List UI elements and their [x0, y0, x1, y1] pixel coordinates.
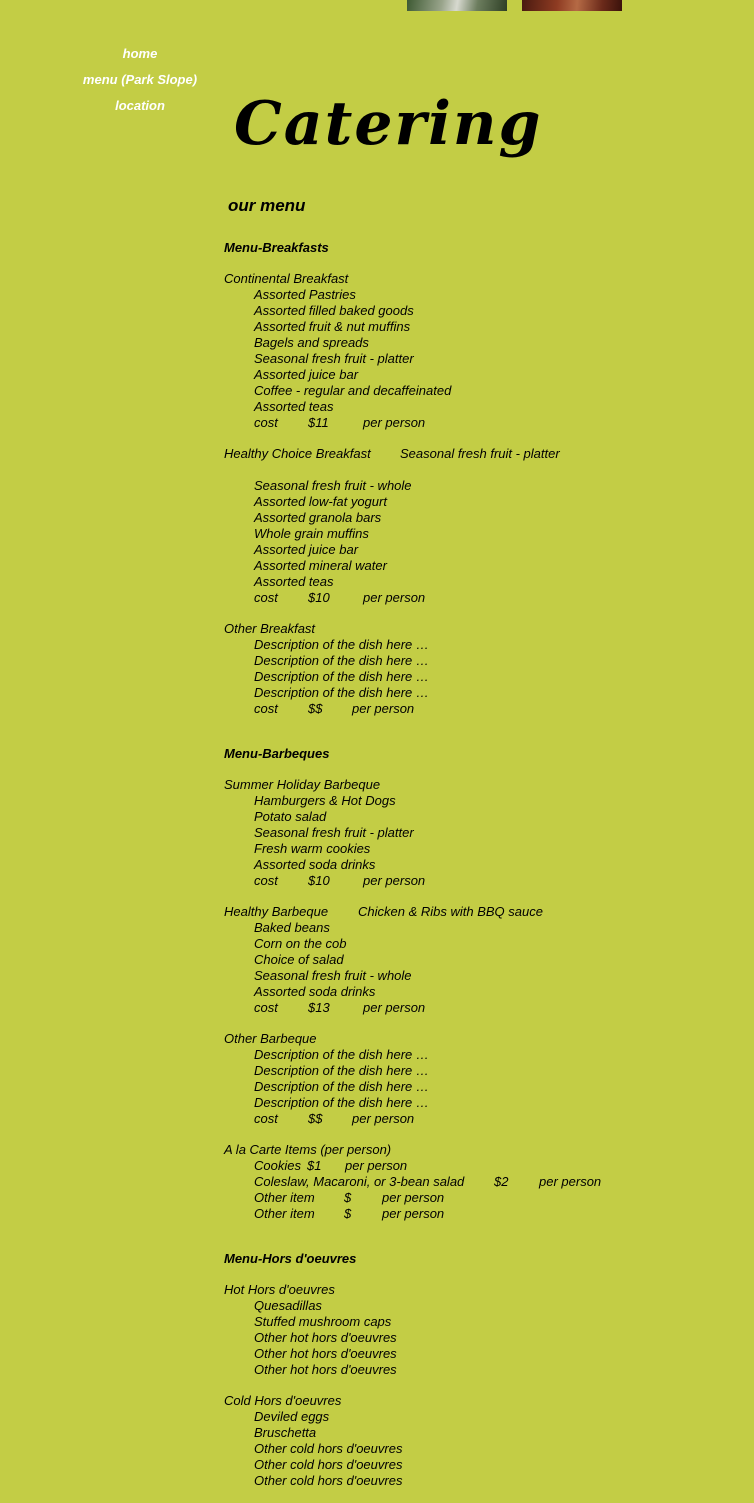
a-la-carte-row	[224, 1174, 744, 1190]
price-unit: per person	[345, 1158, 408, 1173]
price: $1	[307, 1158, 322, 1173]
menu-group-title: Summer Holiday Barbeque	[224, 777, 381, 792]
price: $11	[308, 415, 329, 430]
price: $$	[308, 701, 323, 716]
menu-group-header	[224, 446, 744, 462]
menu-group-title: Other Breakfast	[224, 621, 316, 636]
cost-line	[224, 1000, 744, 1016]
cost-line	[224, 1111, 744, 1127]
section-heading: Menu-Hors d'oeuvres	[224, 1251, 357, 1266]
list-item: Stuffed mushroom caps	[254, 1314, 392, 1329]
list-item: Description of the dish here …	[254, 685, 429, 700]
menu-item-list	[224, 1298, 744, 1378]
list-item: Potato salad	[254, 809, 327, 824]
section-heading: Menu-Breakfasts	[224, 240, 329, 255]
price: $10	[308, 873, 330, 888]
price-unit: per person	[363, 415, 426, 430]
item-name: Other item	[254, 1190, 315, 1205]
section-heading: Menu-Barbeques	[224, 746, 330, 761]
price: $	[344, 1206, 352, 1221]
list-item: Seasonal fresh fruit - whole	[254, 968, 412, 983]
list-item: Description of the dish here …	[254, 1079, 429, 1094]
item-name: Cookies	[254, 1158, 301, 1173]
list-item: Assorted soda drinks	[254, 984, 376, 999]
list-item: Assorted low-fat yogurt	[254, 494, 387, 509]
nav-link-menu[interactable]: menu (Park Slope)	[82, 72, 198, 87]
cost-line	[224, 701, 744, 717]
list-item: Description of the dish here …	[254, 1047, 429, 1062]
list-item: Description of the dish here …	[254, 637, 429, 652]
site-logo: Catering	[234, 89, 543, 159]
menu-item-list	[224, 1409, 744, 1489]
item-name: Other item	[254, 1206, 315, 1221]
list-item: Seasonal fresh fruit - platter	[254, 351, 414, 366]
list-item: Bruschetta	[254, 1425, 317, 1440]
cost-label: cost	[254, 873, 278, 888]
list-item: Whole grain muffins	[254, 526, 369, 541]
list-item: Corn on the cob	[254, 936, 347, 951]
list-item: Chicken & Ribs with BBQ sauce	[358, 904, 543, 919]
list-item: Quesadillas	[254, 1298, 322, 1313]
price: $13	[308, 1000, 330, 1015]
list-item: Coffee - regular and decaffeinated	[254, 383, 452, 398]
price-unit: per person	[352, 701, 415, 716]
list-item: Assorted juice bar	[254, 542, 359, 557]
list-item: Choice of salad	[254, 952, 344, 967]
list-item: Hamburgers & Hot Dogs	[254, 793, 396, 808]
list-item: Deviled eggs	[254, 1409, 330, 1424]
price: $	[344, 1190, 352, 1205]
page-subtitle: our menu	[228, 196, 306, 215]
list-item: Description of the dish here …	[254, 669, 429, 684]
list-item: Bagels and spreads	[254, 335, 369, 350]
list-item: Assorted teas	[254, 574, 334, 589]
menu-item-list	[224, 793, 744, 873]
menu-group-title: Healthy Choice Breakfast	[224, 446, 371, 461]
menu-group-header	[224, 904, 744, 920]
a-la-carte-row	[224, 1190, 744, 1206]
nav-link-location[interactable]: location	[115, 98, 165, 113]
list-item: Other hot hors d'oeuvres	[254, 1330, 397, 1345]
list-item: Other cold hors d'oeuvres	[254, 1473, 403, 1488]
a-la-carte-row	[224, 1206, 744, 1222]
list-item: Assorted filled baked goods	[254, 303, 414, 318]
menu-content	[224, 240, 744, 1489]
cost-label: cost	[254, 701, 278, 716]
menu-item-list	[224, 478, 744, 590]
list-item: Other hot hors d'oeuvres	[254, 1346, 397, 1361]
menu-item-list	[224, 637, 744, 701]
list-item: Other cold hors d'oeuvres	[254, 1457, 403, 1472]
menu-group-title: Other Barbeque	[224, 1031, 317, 1046]
price: $2	[494, 1174, 509, 1189]
cost-label: cost	[254, 1111, 278, 1126]
list-item: Other cold hors d'oeuvres	[254, 1441, 403, 1456]
list-item: Fresh warm cookies	[254, 841, 371, 856]
list-item: Seasonal fresh fruit - platter	[400, 446, 560, 461]
price-unit: per person	[539, 1174, 602, 1189]
price-unit: per person	[382, 1206, 445, 1221]
menu-item-list	[224, 287, 744, 415]
a-la-carte-list	[224, 1158, 744, 1222]
list-item: Baked beans	[254, 920, 330, 935]
food-photo-thumbnail	[522, 0, 622, 11]
nav-link-home[interactable]: home	[122, 46, 158, 61]
price-unit: per person	[363, 873, 426, 888]
list-item: Description of the dish here …	[254, 1095, 429, 1110]
menu-item-list	[224, 1047, 744, 1111]
list-item: Seasonal fresh fruit - platter	[254, 825, 414, 840]
site-nav	[70, 41, 210, 119]
price: $$	[308, 1111, 323, 1126]
menu-group-title: Cold Hors d'oeuvres	[224, 1393, 342, 1408]
menu-group-title: Hot Hors d'oeuvres	[224, 1282, 335, 1297]
cost-label: cost	[254, 590, 278, 605]
cost-line	[224, 590, 744, 606]
list-item: Description of the dish here …	[254, 653, 429, 668]
price-unit: per person	[363, 1000, 426, 1015]
price-unit: per person	[382, 1190, 445, 1205]
list-item: Assorted fruit & nut muffins	[254, 319, 411, 334]
item-name: Coleslaw, Macaroni, or 3-bean salad	[254, 1174, 465, 1189]
list-item: Assorted soda drinks	[254, 857, 376, 872]
a-la-carte-row	[224, 1158, 744, 1174]
price: $10	[308, 590, 330, 605]
list-item: Assorted granola bars	[254, 510, 382, 525]
list-item: Assorted teas	[254, 399, 334, 414]
menu-item-list	[224, 920, 744, 1000]
price-unit: per person	[352, 1111, 415, 1126]
menu-group-title: Continental Breakfast	[224, 271, 349, 286]
list-item: Assorted mineral water	[254, 558, 387, 573]
cost-line	[224, 415, 744, 431]
cost-label: cost	[254, 415, 278, 430]
menu-group-title: Healthy Barbeque	[224, 904, 329, 919]
cost-label: cost	[254, 1000, 278, 1015]
list-item: Description of the dish here …	[254, 1063, 429, 1078]
menu-group-title: A la Carte Items (per person)	[224, 1142, 392, 1157]
list-item: Assorted Pastries	[254, 287, 356, 302]
list-item: Other hot hors d'oeuvres	[254, 1362, 397, 1377]
list-item: Seasonal fresh fruit - whole	[254, 478, 412, 493]
food-photo-thumbnail	[407, 0, 507, 11]
list-item: Assorted juice bar	[254, 367, 359, 382]
price-unit: per person	[363, 590, 426, 605]
cost-line	[224, 873, 744, 889]
